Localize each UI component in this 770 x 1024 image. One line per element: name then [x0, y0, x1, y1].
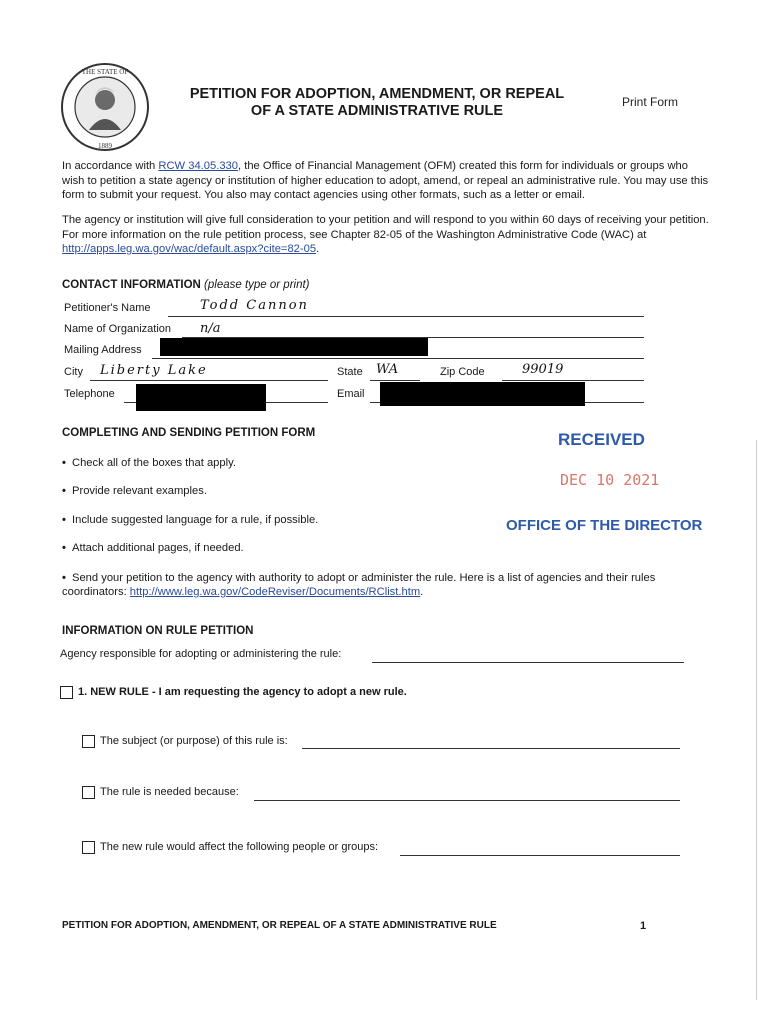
- bullet-attach-pages: • Attach additional pages, if needed.: [62, 542, 244, 554]
- page-number: 1: [640, 920, 647, 932]
- organization-label: Name of Organization: [64, 323, 171, 335]
- mailing-address-redacted[interactable]: [160, 338, 428, 356]
- subject-checkbox[interactable]: [82, 735, 95, 748]
- affect-label: The new rule would affect the following people or groups:: [100, 841, 379, 853]
- zip-label: Zip Code: [440, 366, 485, 378]
- state-seal: [60, 62, 150, 152]
- rules-coordinators-link[interactable]: http://www.leg.wa.gov/CodeReviser/Documents/RClist.htm: [129, 586, 421, 598]
- needed-label: The rule is needed because:: [100, 786, 239, 798]
- wac-link[interactable]: http://apps.leg.wa.gov/wac/default.aspx?cite=82-05: [62, 243, 317, 255]
- sending-heading: COMPLETING AND SENDING PETITION FORM: [62, 427, 316, 439]
- petitioner-name-field[interactable]: Todd Cannon: [200, 298, 309, 313]
- new-rule-checkbox[interactable]: [60, 686, 73, 699]
- affect-field[interactable]: [400, 855, 680, 856]
- email-label: Email: [337, 388, 365, 400]
- print-form-button[interactable]: Print Form: [622, 95, 679, 109]
- mailing-address-line: [152, 358, 644, 359]
- new-rule-label: 1. NEW RULE - I am requesting the agency to adopt a new rule.: [78, 686, 407, 698]
- organization-field[interactable]: n/a: [200, 321, 221, 336]
- mailing-address-label: Mailing Address: [64, 344, 142, 356]
- city-field[interactable]: Liberty Lake: [100, 363, 208, 378]
- footer-title: PETITION FOR ADOPTION, AMENDMENT, OR REPEAL OF A STATE ADMINISTRATIVE RULE: [62, 920, 497, 931]
- subject-label: The subject (or purpose) of this rule is:: [100, 735, 288, 747]
- petitioner-name-label: Petitioner's Name: [64, 302, 151, 314]
- city-line: [90, 380, 328, 381]
- rule-info-heading: INFORMATION ON RULE PETITION: [62, 625, 254, 637]
- svg-text:1889: 1889: [98, 142, 112, 150]
- form-title: [170, 86, 584, 120]
- telephone-label: Telephone: [64, 388, 115, 400]
- petitioner-name-line: [168, 316, 644, 317]
- needed-checkbox[interactable]: [82, 786, 95, 799]
- office-of-director-stamp: OFFICE OF THE DIRECTOR: [506, 517, 703, 534]
- state-field[interactable]: WA: [376, 362, 399, 377]
- agency-label: Agency responsible for adopting or administering the rule:: [60, 648, 342, 660]
- received-date-stamp: DEC 10 2021: [560, 471, 660, 489]
- title-line-1: PETITION FOR ADOPTION, AMENDMENT, OR REPEAL: [189, 86, 565, 102]
- needed-field[interactable]: [254, 800, 680, 801]
- agency-field[interactable]: [372, 662, 684, 663]
- received-stamp: RECEIVED: [558, 430, 645, 449]
- svg-text:THE STATE OF: THE STATE OF: [81, 68, 129, 76]
- city-label: City: [64, 366, 83, 378]
- zip-field[interactable]: 99019: [522, 362, 564, 377]
- state-label: State: [337, 366, 363, 378]
- intro-paragraph-1: In accordance with RCW 34.05.330, the Office of Financial Management (OFM) created this form for individuals or groups who wish to petition a state agency or institution of higher education to adopt, amend, or repeal an administrative rule. You may use this form to submit your request. You also may contact agencies using other formats, such as a letter or email.: [62, 160, 709, 201]
- bullet-send-petition: • Send your petition to the agency with authority to adopt or administer the rule. Here is a list of agencies and their rules coordinators: http://www.leg.wa.gov/CodeReviser/Documents/RClist.htm.: [62, 572, 656, 598]
- intro-paragraph-2: The agency or institution will give full consideration to your petition and will respond to you within 60 days of receiving your petition. For more information on the rule petition process, see Chapter 82-05 of the Washington Administrative Code (WAC) at http://apps.leg.wa.gov/wac/default.aspx?cite=82-05.: [62, 214, 709, 255]
- telephone-redacted[interactable]: [136, 384, 266, 411]
- email-redacted[interactable]: [380, 382, 585, 406]
- affect-checkbox[interactable]: [82, 841, 95, 854]
- zip-line: [502, 380, 644, 381]
- subject-field[interactable]: [302, 748, 680, 749]
- bullet-suggested-language: • Include suggested language for a rule, if possible.: [62, 514, 319, 526]
- title-line-2: OF A STATE ADMINISTRATIVE RULE: [250, 103, 504, 119]
- state-line: [370, 380, 420, 381]
- rcw-link[interactable]: RCW 34.05.330: [158, 160, 238, 172]
- contact-heading: CONTACT INFORMATION (please type or print): [62, 279, 310, 291]
- bullet-check-boxes: • Check all of the boxes that apply.: [62, 457, 236, 469]
- scan-edge-line: [756, 440, 757, 1000]
- bullet-examples: • Provide relevant examples.: [62, 485, 207, 497]
